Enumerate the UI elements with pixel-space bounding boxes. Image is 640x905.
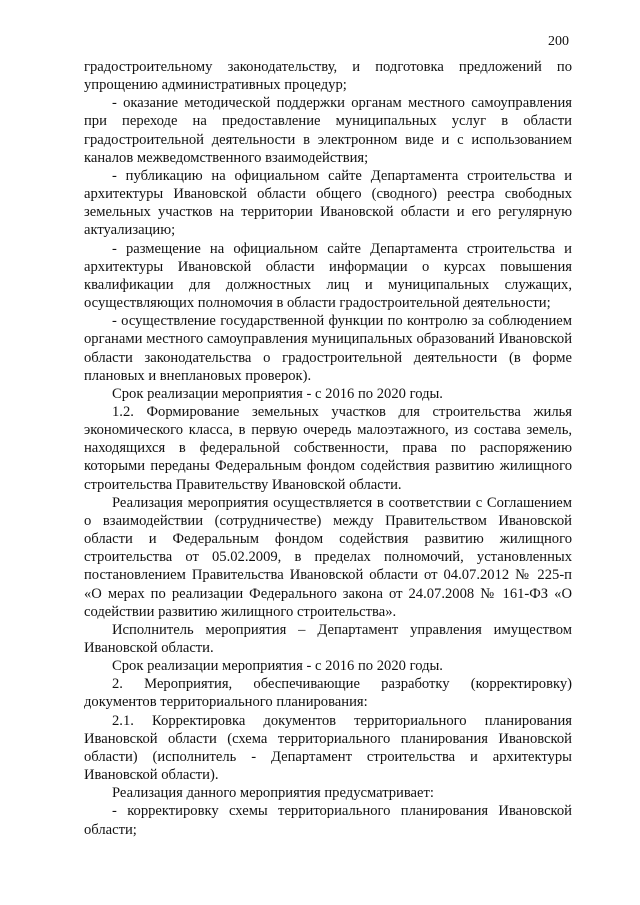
- paragraph-term-1: Срок реализации мероприятия - с 2016 по 2020 годы.: [112, 385, 443, 402]
- paragraph-land-registry-publication: - публикацию на официальном сайте Департамента строительства и архитектуры Ивановской области общего (сводного) реестра свободных земельных участков на территории Ивановской области и его регулярную актуализацию;: [84, 167, 572, 239]
- paragraph-scheme-correction: - корректировку схемы территориального планирования Ивановской области;: [84, 803, 572, 838]
- paragraph-implementation-provides: Реализация данного мероприятия предусматривает:: [112, 785, 434, 802]
- paragraph-item-1-2: 1.2. Формирование земельных участков для строительства жилья экономического класса, в первую очередь малоэтажного, из состава земель, находящихся в федеральной собственности, права по распоряжению которыми переданы Федеральным фондом содействия развитию жилищного строительства Правительству Ивановской области.: [84, 403, 572, 493]
- document-body: [84, 58, 572, 839]
- paragraph-training-courses-info: - размещение на официальном сайте Департамента строительства и архитектуры Ивановской области информации о курсах повышения квалификации для должностных лиц и муниципальных служащих, осуществляющих полномочия в области градостроительной деятельности;: [84, 240, 572, 312]
- paragraph-executor: Исполнитель мероприятия – Департамент управления имуществом Ивановской области.: [84, 621, 572, 656]
- page-number: 200: [548, 34, 569, 49]
- paragraph-item-2: 2. Мероприятия, обеспечивающие разработку (корректировку) документов территориального планирования:: [84, 676, 572, 711]
- paragraph-methodical-support: - оказание методической поддержки органам местного самоуправления при переходе на предоставление муниципальных услуг в области градостроительной деятельности в электронном виде и с использованием каналов межведомственного взаимодействия;: [84, 95, 572, 166]
- paragraph-agreement: Реализация мероприятия осуществляется в соответствии с Соглашением о взаимодействии (сотрудничестве) между Правительством Ивановской области и Федеральным фондом содействия развитию жилищного строительства от 05.02.2009, в пределах полномочий, установленных постановлением Правительства Ивановской области от 04.07.2012 № 225-п «О мерах по реализации Федерального закона от 24.07.2008 № 161-ФЗ «О содействии развитию жилищного строительства».: [84, 494, 572, 620]
- paragraph-state-control: - осуществление государственной функции по контролю за соблюдением органами местного самоуправления муниципальных образований Ивановской области законодательства о градостроительной деятельности (в форме плановых и внеплановых проверок).: [84, 313, 572, 384]
- paragraph-item-2-1: 2.1. Корректировка документов территориального планирования Ивановской области (схема территориального планирования Ивановской области) (исполнитель - Департамент строительства и архитектуры Ивановской области).: [84, 712, 572, 784]
- paragraph-term-2: Срок реализации мероприятия - с 2016 по 2020 годы.: [112, 658, 443, 675]
- paragraph-continuation: градостроительному законодательству, и подготовка предложений по упрощению административных процедур;: [84, 59, 572, 94]
